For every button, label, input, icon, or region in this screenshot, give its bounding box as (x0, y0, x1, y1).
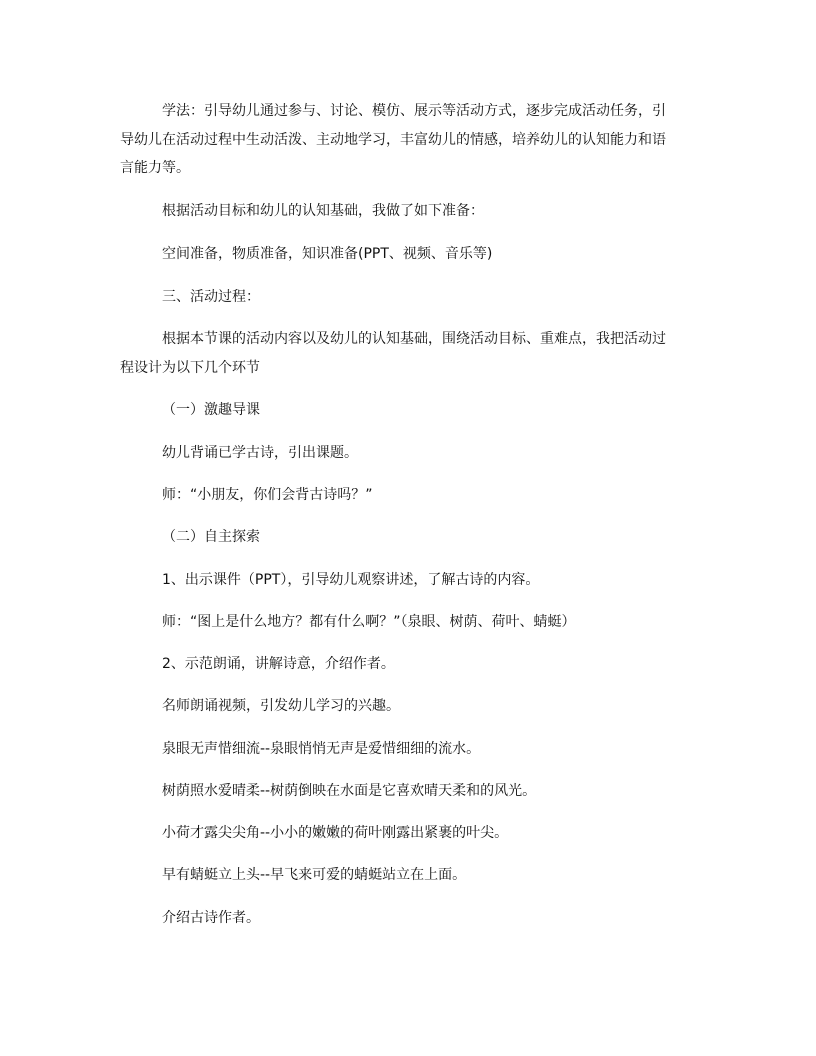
text-line: 树荫照水爱晴柔--树荫倒映在水面是它喜欢晴天柔和的风光。 (162, 783, 537, 799)
text-line: 师：“图上是什么地方？都有什么啊？”（泉眼、树荫、荷叶、蜻蜓） (162, 614, 576, 630)
text-line: 1、出示课件（PPT），引导幼儿观察讲述，了解古诗的内容。 (162, 572, 540, 588)
text-line: 根据本节课的活动内容以及幼儿的认知基础，围绕活动目标、重难点，我把活动过 (162, 331, 666, 347)
text-line: 幼儿背诵已学古诗，引出课题。 (162, 445, 358, 461)
text-line: 导幼儿在活动过程中生动活泼、主动地学习，丰富幼儿的情感，培养幼儿的认知能力和语 (120, 132, 666, 148)
text-line: 泉眼无声惜细流--泉眼悄悄无声是爱惜细细的流水。 (162, 741, 481, 757)
text-line: 小荷才露尖尖角--小小的嫩嫩的荷叶刚露出紧裹的叶尖。 (162, 825, 509, 841)
text-line: （二）自主探索 (162, 529, 260, 545)
text-line: 早有蜻蜓立上头--早飞来可爱的蜻蜓站立在上面。 (162, 867, 467, 883)
text-line: 根据活动目标和幼儿的认知基础，我做了如下准备： (162, 203, 484, 219)
text-line: 名师朗诵视频，引发幼儿学习的兴趣。 (162, 698, 400, 714)
text-line: 空间准备，物质准备，知识准备(PPT、视频、音乐等) (162, 246, 493, 262)
text-line: 2、示范朗诵，讲解诗意，介绍作者。 (162, 656, 395, 672)
text-line: 程设计为以下几个环节 (120, 360, 260, 376)
text-line: 学法：引导幼儿通过参与、讨论、模仿、展示等活动方式，逐步完成活动任务，引 (162, 103, 666, 119)
text-line: 三、活动过程： (162, 289, 260, 305)
text-line: 介绍古诗作者。 (162, 910, 260, 926)
text-line: 言能力等。 (120, 160, 190, 176)
text-line: 师：“小朋友，你们会背古诗吗？” (162, 487, 373, 503)
text-line: （一）激趣导课 (162, 402, 260, 418)
